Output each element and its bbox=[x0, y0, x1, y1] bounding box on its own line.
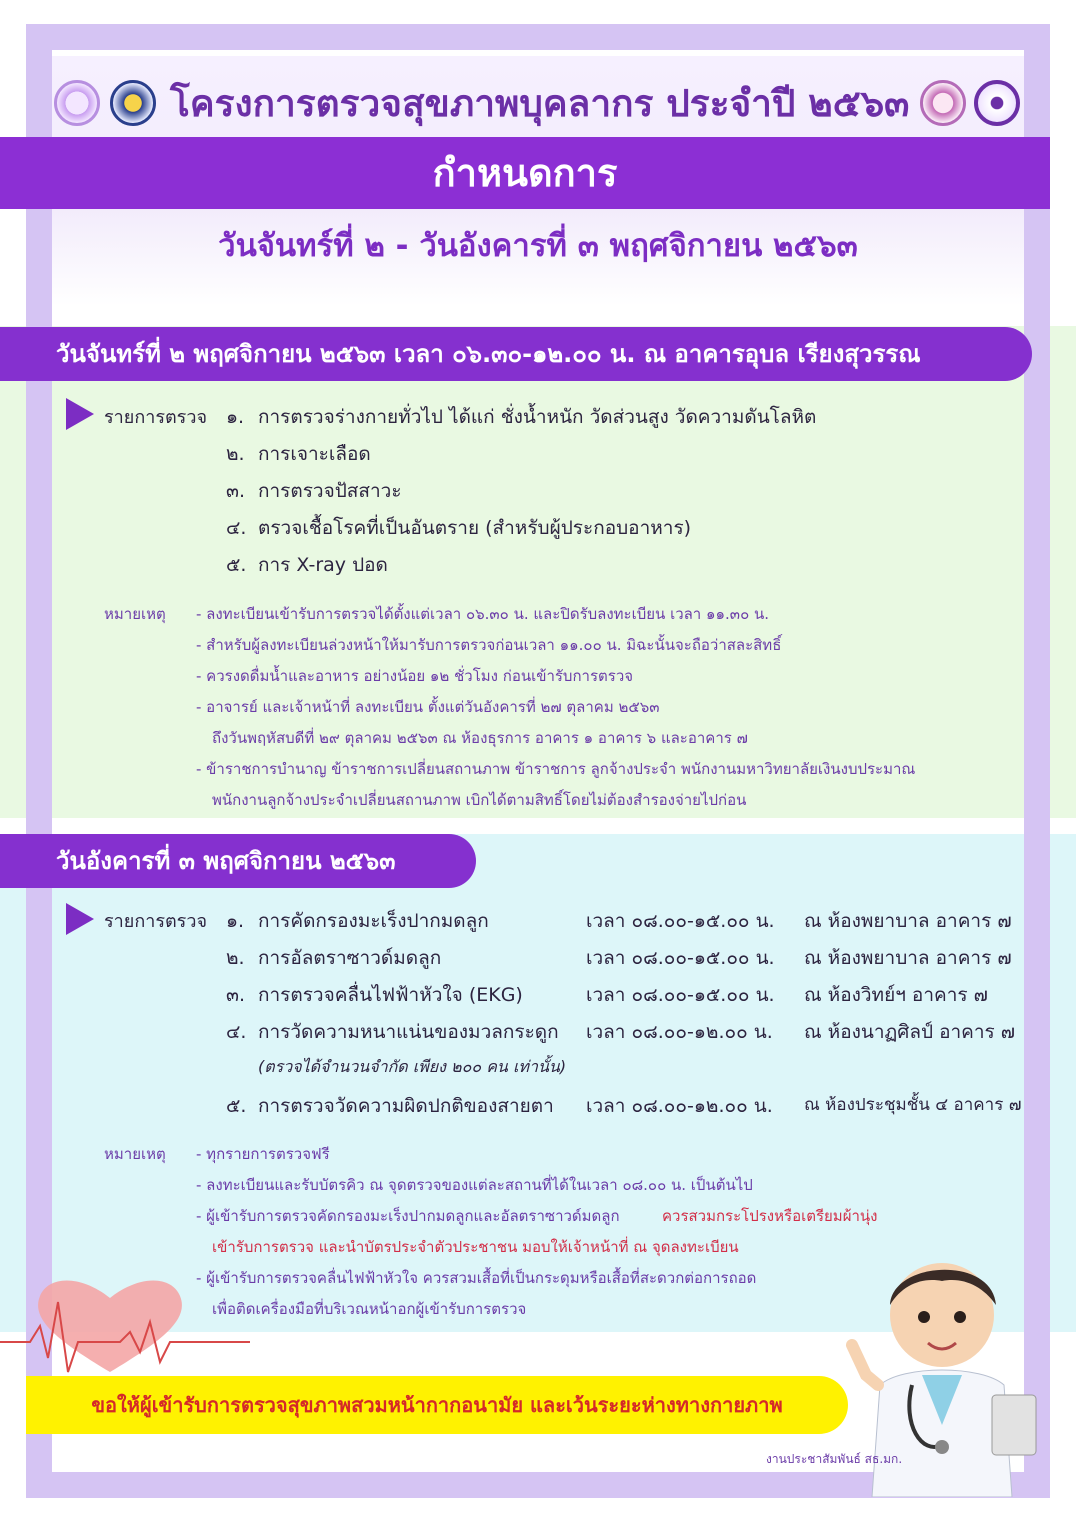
item-number: ๕. bbox=[226, 1095, 247, 1117]
exam-place: ณ ห้องวิทย์ฯ อาคาร ๗ bbox=[804, 984, 988, 1006]
heart-ecg-icon bbox=[0, 1262, 260, 1382]
note-line-highlight: เข้ารับการตรวจ และนำบัตรประจำตัวประชาชน มอบให้เจ้าหน้าที่ ณ จุดลงทะเบียน bbox=[212, 1238, 739, 1256]
exam-item: ตรวจเชื้อโรคที่เป็นอันตราย (สำหรับผู้ประกอบอาหาร) bbox=[258, 517, 692, 539]
exam-place: ณ ห้องประชุมชั้น ๔ อาคาร ๗ bbox=[804, 1095, 1022, 1115]
university-logo-icon bbox=[974, 80, 1020, 126]
exam-time: เวลา ๐๘.๐๐-๑๕.๐๐ น. bbox=[586, 984, 775, 1006]
schedule-band: กำหนดการ bbox=[0, 137, 1050, 209]
exam-item: การตรวจวัดความผิดปกติของสายตา bbox=[258, 1095, 554, 1117]
note-label: หมายเหตุ bbox=[104, 1145, 166, 1163]
item-limit-note: (ตรวจได้จำนวนจำกัด เพียง ๒๐๐ คน เท่านั้น) bbox=[258, 1057, 567, 1076]
exam-item: การตรวจคลื่นไฟฟ้าหัวใจ (EKG) bbox=[258, 984, 523, 1006]
exam-list-label: รายการตรวจ bbox=[104, 911, 208, 932]
exam-time: เวลา ๐๘.๐๐-๑๕.๐๐ น. bbox=[586, 910, 775, 932]
note-line: - ลงทะเบียนเข้ารับการตรวจได้ตั้งแต่เวลา ๐๖.๓๐ น. และปิดรับลงทะเบียน เวลา ๑๑.๓๐ น. bbox=[196, 605, 770, 623]
exam-place: ณ ห้องนาฏศิลป์ อาคาร ๗ bbox=[804, 1021, 1016, 1043]
royal-seal-icon bbox=[920, 80, 966, 126]
note-line: - ผู้เข้ารับการตรวจคัดกรองมะเร็งปากมดลูกและอัลตราซาวด์มดลูก bbox=[196, 1207, 620, 1225]
exam-item: การวัดความหนาแน่นของมวลกระดูก bbox=[258, 1021, 559, 1043]
note-line: - สำหรับผู้ลงทะเบียนล่วงหน้าให้มารับการตรวจก่อนเวลา ๑๑.๐๐ น. มิฉะนั้นจะถือว่าสละสิทธิ์ bbox=[196, 636, 782, 654]
university-seal-icon bbox=[54, 80, 100, 126]
section1-heading: วันจันทร์ที่ ๒ พฤศจิกายน ๒๕๖๓ เวลา ๐๖.๓๐-๑๒.๐๐ น. ณ อาคารอุบล เรียงสุวรรณ bbox=[0, 327, 1032, 381]
item-number: ๑. bbox=[226, 406, 245, 428]
exam-list-label: รายการตรวจ bbox=[104, 407, 208, 428]
bullet-triangle-icon bbox=[66, 398, 94, 430]
page-title: โครงการตรวจสุขภาพบุคลากร ประจำปี ๒๕๖๓ bbox=[170, 82, 910, 125]
note-line-highlight: ควรสวมกระโปรงหรือเตรียมผ้านุ่ง bbox=[662, 1207, 878, 1225]
note-line: - ข้าราชการบำนาญ ข้าราชการเปลี่ยนสถานภาพ ข้าราชการ ลูกจ้างประจำ พนักงานมหาวิทยาลัยเงินงบประมาณ bbox=[196, 760, 916, 778]
exam-time: เวลา ๐๘.๐๐-๑๕.๐๐ น. bbox=[586, 947, 775, 969]
exam-item: การคัดกรองมะเร็งปากมดลูก bbox=[258, 910, 489, 932]
item-number: ๕. bbox=[226, 554, 247, 576]
note-line: - อาจารย์ และเจ้าหน้าที่ ลงทะเบียน ตั้งแต่วันอังคารที่ ๒๗ ตุลาคม ๒๕๖๓ bbox=[196, 698, 660, 716]
item-number: ๒. bbox=[226, 947, 245, 969]
note-line: - ลงทะเบียนและรับบัตรคิว ณ จุดตรวจของแต่ละสถานที่ได้ในเวลา ๐๘.๐๐ น. เป็นต้นไป bbox=[196, 1176, 753, 1194]
exam-item: การเจาะเลือด bbox=[258, 443, 371, 465]
note-line: - ควรงดดื่มน้ำและอาหาร อย่างน้อย ๑๒ ชั่วโมง ก่อนเข้ารับการตรวจ bbox=[196, 667, 634, 685]
item-number: ๔. bbox=[226, 517, 247, 539]
section2-heading: วันอังคารที่ ๓ พฤศจิกายน ๒๕๖๓ bbox=[0, 834, 476, 888]
exam-item: การตรวจร่างกายทั่วไป ได้แก่ ชั่งน้ำหนัก วัดส่วนสูง วัดความดันโลหิต bbox=[258, 406, 817, 428]
credit-text: งานประชาสัมพันธ์ สธ.มก. bbox=[766, 1452, 903, 1466]
note-line: - ผู้เข้ารับการตรวจคลื่นไฟฟ้าหัวใจ ควรสวมเสื้อที่เป็นกระดุมหรือเสื้อที่สะดวกต่อการถอด bbox=[196, 1269, 757, 1287]
note-line: เพื่อติดเครื่องมือที่บริเวณหน้าอกผู้เข้ารับการตรวจ bbox=[212, 1300, 527, 1318]
item-number: ๑. bbox=[226, 910, 245, 932]
mask-reminder-banner: ขอให้ผู้เข้ารับการตรวจสุขภาพสวมหน้ากากอนามัย และเว้นระยะห่างทางกายภาพ bbox=[26, 1376, 848, 1434]
item-number: ๓. bbox=[226, 984, 246, 1006]
item-number: ๒. bbox=[226, 443, 245, 465]
exam-place: ณ ห้องพยาบาล อาคาร ๗ bbox=[804, 947, 1012, 969]
faculty-emblem-icon bbox=[110, 80, 156, 126]
item-number: ๔. bbox=[226, 1021, 247, 1043]
item-number: ๓. bbox=[226, 480, 246, 502]
exam-time: เวลา ๐๘.๐๐-๑๒.๐๐ น. bbox=[586, 1021, 773, 1043]
exam-item: การ X-ray ปอด bbox=[258, 554, 388, 576]
exam-place: ณ ห้องพยาบาล อาคาร ๗ bbox=[804, 910, 1012, 932]
note-line: ถึงวันพฤหัสบดีที่ ๒๙ ตุลาคม ๒๕๖๓ ณ ห้องธุรการ อาคาร ๑ อาคาร ๖ และอาคาร ๗ bbox=[212, 729, 748, 747]
exam-item: การตรวจปัสสาวะ bbox=[258, 480, 402, 502]
note-label: หมายเหตุ bbox=[104, 605, 166, 623]
exam-time: เวลา ๐๘.๐๐-๑๒.๐๐ น. bbox=[586, 1095, 773, 1117]
date-range-subtitle: วันจันทร์ที่ ๒ - วันอังคารที่ ๓ พฤศจิกายน ๒๕๖๓ bbox=[218, 228, 858, 264]
note-line: พนักงานลูกจ้างประจำเปลี่ยนสถานภาพ เบิกได้ตามสิทธิ์โดยไม่ต้องสำรองจ่ายไปก่อน bbox=[212, 791, 747, 809]
exam-item: การอัลตราซาวด์มดลูก bbox=[258, 947, 442, 969]
bullet-triangle-icon bbox=[66, 903, 94, 935]
note-line: - ทุกรายการตรวจฟรี bbox=[196, 1145, 330, 1163]
